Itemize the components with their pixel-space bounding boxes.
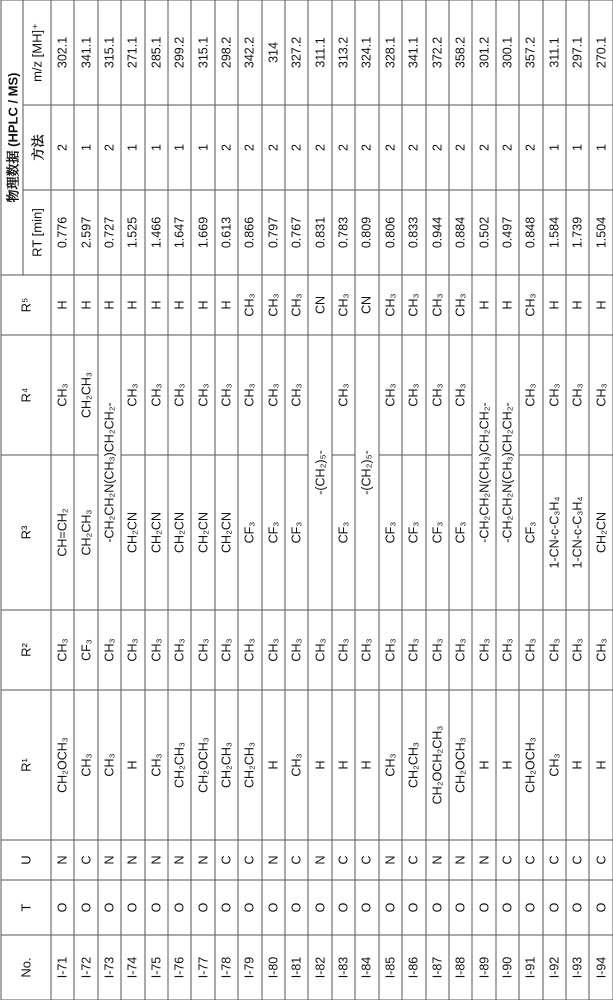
cell-r3: CH₂CN: [214, 455, 237, 610]
cell-method: 1: [74, 105, 97, 190]
cell-r2: CH₃: [144, 610, 167, 690]
cell-mz: 313.2: [331, 0, 354, 105]
cell-mz: 342.2: [238, 0, 261, 105]
cell-r2: CH₃: [425, 610, 448, 690]
cell-r34: -(CH₂)₅-: [355, 335, 378, 610]
cell-no: I-82: [308, 935, 331, 1000]
cell-r5: CH₃: [285, 275, 308, 335]
cell-no: I-73: [97, 935, 120, 1000]
cell-method: 2: [51, 105, 74, 190]
cell-method: 2: [285, 105, 308, 190]
cell-no: I-75: [144, 935, 167, 1000]
cell-t: O: [121, 880, 144, 935]
table-row: [74, 0, 97, 1000]
cell-t: O: [191, 880, 214, 935]
table-row: [191, 0, 214, 1000]
cell-u: N: [168, 840, 191, 880]
cell-r3: CF₃: [519, 455, 542, 610]
cell-u: C: [565, 840, 588, 880]
cell-mz: 357.2: [519, 0, 542, 105]
cell-r2: CH₃: [495, 610, 518, 690]
cell-rt: 0.884: [448, 190, 471, 275]
cell-t: O: [51, 880, 74, 935]
cell-r3: CH=CH₂: [51, 455, 74, 610]
cell-method: 1: [589, 105, 613, 190]
header-r5: R⁵: [1, 275, 51, 335]
cell-r1: CH₂OCH₃: [191, 690, 214, 840]
cell-rt: 0.848: [519, 190, 542, 275]
cell-u: C: [285, 840, 308, 880]
cell-r3: CF₃: [331, 455, 354, 610]
cell-mz: 324.1: [355, 0, 378, 105]
cell-r4: CH₃: [121, 335, 144, 455]
cell-no: I-86: [402, 935, 425, 1000]
cell-r5: H: [542, 275, 565, 335]
cell-r3: CF₃: [425, 455, 448, 610]
table-row: [448, 0, 471, 1000]
cell-r3: 1-CN-c-C₃H₄: [565, 455, 588, 610]
cell-no: I-94: [589, 935, 613, 1000]
header-method: 方法: [23, 105, 51, 190]
cell-r2: CH₃: [331, 610, 354, 690]
cell-t: O: [542, 880, 565, 935]
cell-no: I-77: [191, 935, 214, 1000]
cell-r34: -CH₂CH₂N(CH₃)CH₂CH₂-: [97, 335, 120, 610]
cell-no: I-74: [121, 935, 144, 1000]
cell-t: O: [495, 880, 518, 935]
cell-r3: 1-CN-c-C₃H₄: [542, 455, 565, 610]
cell-method: 1: [121, 105, 144, 190]
cell-r5: H: [589, 275, 613, 335]
cell-r5: CH₃: [331, 275, 354, 335]
cell-t: O: [261, 880, 284, 935]
table-row: [121, 0, 144, 1000]
cell-mz: 271.1: [121, 0, 144, 105]
cell-r5: CH₃: [448, 275, 471, 335]
cell-r1: H: [565, 690, 588, 840]
cell-t: O: [448, 880, 471, 935]
cell-r5: H: [214, 275, 237, 335]
cell-u: N: [261, 840, 284, 880]
cell-t: O: [308, 880, 331, 935]
cell-method: 2: [472, 105, 495, 190]
cell-no: I-89: [472, 935, 495, 1000]
cell-r5: CH₃: [402, 275, 425, 335]
cell-no: I-78: [214, 935, 237, 1000]
cell-method: 2: [448, 105, 471, 190]
cell-r4: CH₃: [402, 335, 425, 455]
cell-method: 2: [355, 105, 378, 190]
table-row: [308, 0, 331, 1000]
cell-r1: CH₃: [144, 690, 167, 840]
cell-u: N: [121, 840, 144, 880]
cell-rt: 0.833: [402, 190, 425, 275]
cell-r5: CH₃: [425, 275, 448, 335]
cell-r5: H: [191, 275, 214, 335]
cell-no: I-71: [51, 935, 74, 1000]
cell-r2: CH₃: [121, 610, 144, 690]
cell-rt: 0.783: [331, 190, 354, 275]
cell-r2: CH₃: [565, 610, 588, 690]
cell-mz: 285.1: [144, 0, 167, 105]
cell-r5: H: [168, 275, 191, 335]
cell-u: N: [97, 840, 120, 880]
cell-r3: CF₃: [378, 455, 401, 610]
cell-r3: CH₂CN: [191, 455, 214, 610]
cell-mz: 270.1: [589, 0, 613, 105]
cell-r2: CH₃: [191, 610, 214, 690]
cell-mz: 302.1: [51, 0, 74, 105]
cell-r1: H: [121, 690, 144, 840]
cell-r2: CH₃: [214, 610, 237, 690]
cell-r34: -CH₂CH₂N(CH₃)CH₂CH₂-: [472, 335, 495, 610]
cell-r4: CH₃: [425, 335, 448, 455]
cell-r4: CH₃: [51, 335, 74, 455]
table-row: [285, 0, 308, 1000]
cell-r2: CH₃: [168, 610, 191, 690]
cell-t: O: [97, 880, 120, 935]
cell-r1: H: [472, 690, 495, 840]
cell-rt: 1.466: [144, 190, 167, 275]
table-row: [565, 0, 588, 1000]
header-r4: R⁴: [1, 335, 51, 455]
cell-r1: CH₃: [97, 690, 120, 840]
header-u: U: [1, 840, 51, 880]
cell-r5: H: [144, 275, 167, 335]
cell-r5: CH₃: [261, 275, 284, 335]
cell-r2: CH₃: [519, 610, 542, 690]
cell-rt: 0.767: [285, 190, 308, 275]
cell-method: 2: [402, 105, 425, 190]
cell-u: N: [425, 840, 448, 880]
cell-u: N: [191, 840, 214, 880]
header-r2: R²: [1, 610, 51, 690]
table-row: [402, 0, 425, 1000]
table-body: [51, 0, 613, 1000]
header-r3: R³: [1, 455, 51, 610]
cell-mz: 311.1: [308, 0, 331, 105]
cell-rt: 0.797: [261, 190, 284, 275]
cell-r2: CH₃: [51, 610, 74, 690]
cell-u: C: [214, 840, 237, 880]
cell-u: C: [495, 840, 518, 880]
cell-r4: CH₃: [448, 335, 471, 455]
cell-r1: CH₂CH₃: [214, 690, 237, 840]
cell-no: I-93: [565, 935, 588, 1000]
cell-mz: 311.1: [542, 0, 565, 105]
cell-no: I-84: [355, 935, 378, 1000]
cell-r4: CH₃: [331, 335, 354, 455]
cell-method: 2: [238, 105, 261, 190]
cell-r1: CH₂OCH₃: [51, 690, 74, 840]
cell-no: I-85: [378, 935, 401, 1000]
cell-r2: CH₃: [97, 610, 120, 690]
cell-r4: CH₂CH₃: [74, 335, 97, 455]
cell-r3: CH₂CH₃: [74, 455, 97, 610]
cell-r4: CH₃: [191, 335, 214, 455]
cell-no: I-83: [331, 935, 354, 1000]
cell-rt: 0.944: [425, 190, 448, 275]
cell-mz: 315.1: [97, 0, 120, 105]
cell-method: 2: [519, 105, 542, 190]
header-t: T: [1, 880, 51, 935]
table-row: [355, 0, 378, 1000]
cell-r5: H: [121, 275, 144, 335]
cell-method: 1: [565, 105, 588, 190]
cell-rt: 0.831: [308, 190, 331, 275]
table-row: [214, 0, 237, 1000]
cell-u: C: [74, 840, 97, 880]
cell-rt: 0.502: [472, 190, 495, 275]
table-row: [495, 0, 518, 1000]
cell-r1: CH₂CH₃: [168, 690, 191, 840]
cell-t: O: [425, 880, 448, 935]
table-row: [144, 0, 167, 1000]
cell-mz: 315.1: [191, 0, 214, 105]
cell-t: O: [144, 880, 167, 935]
cell-r2: CH₃: [542, 610, 565, 690]
table-row: [378, 0, 401, 1000]
cell-r4: CH₃: [565, 335, 588, 455]
cell-method: 2: [331, 105, 354, 190]
cell-r5: H: [74, 275, 97, 335]
cell-no: I-76: [168, 935, 191, 1000]
cell-t: O: [472, 880, 495, 935]
cell-no: I-90: [495, 935, 518, 1000]
cell-t: O: [214, 880, 237, 935]
cell-r1: H: [495, 690, 518, 840]
cell-t: O: [402, 880, 425, 935]
cell-r1: CH₂CH₃: [402, 690, 425, 840]
rotated-table-page: [0, 0, 613, 1000]
cell-t: O: [378, 880, 401, 935]
table-row: [425, 0, 448, 1000]
cell-r3: CF₃: [238, 455, 261, 610]
cell-r2: CH₃: [589, 610, 613, 690]
cell-r3: CF₃: [285, 455, 308, 610]
cell-r5: H: [97, 275, 120, 335]
cell-r34: -(CH₂)₅-: [308, 335, 331, 610]
cell-rt: 0.497: [495, 190, 518, 275]
cell-method: 2: [97, 105, 120, 190]
cell-r1: CH₂OCH₂CH₃: [425, 690, 448, 840]
cell-r3: CF₃: [448, 455, 471, 610]
cell-t: O: [285, 880, 308, 935]
cell-rt: 1.647: [168, 190, 191, 275]
table-row: [589, 0, 613, 1000]
cell-u: N: [308, 840, 331, 880]
cell-rt: 2.597: [74, 190, 97, 275]
cell-r4: CH₃: [542, 335, 565, 455]
cell-r4: CH₃: [214, 335, 237, 455]
cell-r5: CH₃: [238, 275, 261, 335]
cell-no: I-80: [261, 935, 284, 1000]
cell-u: C: [519, 840, 542, 880]
cell-r1: CH₃: [74, 690, 97, 840]
cell-t: O: [74, 880, 97, 935]
cell-u: C: [238, 840, 261, 880]
cell-u: C: [542, 840, 565, 880]
cell-method: 1: [144, 105, 167, 190]
cell-no: I-79: [238, 935, 261, 1000]
cell-no: I-87: [425, 935, 448, 1000]
cell-t: O: [565, 880, 588, 935]
cell-r1: H: [331, 690, 354, 840]
cell-t: O: [519, 880, 542, 935]
cell-r5: CN: [355, 275, 378, 335]
cell-mz: 297.1: [565, 0, 588, 105]
cell-r1: CH₂OCH₃: [519, 690, 542, 840]
cell-u: N: [472, 840, 495, 880]
table-row: [238, 0, 261, 1000]
cell-method: 2: [214, 105, 237, 190]
cell-r4: CH₃: [144, 335, 167, 455]
cell-r4: CH₃: [238, 335, 261, 455]
cell-r3: CH₂CN: [168, 455, 191, 610]
cell-r5: H: [495, 275, 518, 335]
cell-t: O: [168, 880, 191, 935]
table-row: [97, 0, 120, 1000]
cell-mz: 299.2: [168, 0, 191, 105]
cell-method: 2: [495, 105, 518, 190]
cell-no: I-88: [448, 935, 471, 1000]
table-row: [51, 0, 74, 1000]
cell-mz: 301.2: [472, 0, 495, 105]
cell-r2: CH₃: [378, 610, 401, 690]
cell-r3: CH₂CN: [589, 455, 613, 610]
cell-method: 1: [542, 105, 565, 190]
cell-u: N: [144, 840, 167, 880]
cell-u: C: [331, 840, 354, 880]
cell-rt: 0.809: [355, 190, 378, 275]
header-physical-data: 物理数据 (HPLC / MS): [1, 0, 23, 275]
table-row: [261, 0, 284, 1000]
compound-data-table: [0, 0, 613, 1000]
cell-method: 1: [191, 105, 214, 190]
cell-r5: H: [565, 275, 588, 335]
cell-u: N: [378, 840, 401, 880]
cell-mz: 341.1: [74, 0, 97, 105]
cell-r5: CN: [308, 275, 331, 335]
cell-mz: 328.1: [378, 0, 401, 105]
cell-r3: CF₃: [261, 455, 284, 610]
cell-rt: 1.669: [191, 190, 214, 275]
cell-rt: 1.525: [121, 190, 144, 275]
cell-u: C: [589, 840, 613, 880]
cell-r1: CH₃: [285, 690, 308, 840]
cell-mz: 327.2: [285, 0, 308, 105]
table-row: [542, 0, 565, 1000]
cell-u: N: [448, 840, 471, 880]
cell-r5: H: [472, 275, 495, 335]
table-row: [331, 0, 354, 1000]
cell-r2: CH₃: [402, 610, 425, 690]
cell-r2: CH₃: [308, 610, 331, 690]
cell-rt: 1.584: [542, 190, 565, 275]
table-row: [519, 0, 542, 1000]
cell-r1: H: [261, 690, 284, 840]
header-mz: m/z [MH]⁺: [23, 0, 51, 105]
table-row: [472, 0, 495, 1000]
cell-no: I-81: [285, 935, 308, 1000]
cell-r1: CH₃: [378, 690, 401, 840]
cell-r4: CH₃: [285, 335, 308, 455]
cell-r1: CH₂OCH₃: [448, 690, 471, 840]
cell-t: O: [589, 880, 613, 935]
header-no: No.: [1, 935, 51, 1000]
cell-r1: CH₃: [542, 690, 565, 840]
cell-r2: CH₃: [285, 610, 308, 690]
cell-no: I-72: [74, 935, 97, 1000]
cell-method: 2: [261, 105, 284, 190]
header-r1: R¹: [1, 690, 51, 840]
cell-r2: CH₃: [238, 610, 261, 690]
cell-r4: CH₃: [261, 335, 284, 455]
cell-r34: -CH₂CH₂N(CH₃)CH₂CH₂-: [495, 335, 518, 610]
cell-mz: 358.2: [448, 0, 471, 105]
cell-r1: CH₂CH₃: [238, 690, 261, 840]
cell-r2: CF₃: [74, 610, 97, 690]
cell-mz: 298.2: [214, 0, 237, 105]
cell-rt: 0.613: [214, 190, 237, 275]
cell-r5: CH₃: [378, 275, 401, 335]
cell-rt: 0.776: [51, 190, 74, 275]
cell-t: O: [355, 880, 378, 935]
header-rt: RT [min]: [23, 190, 51, 275]
cell-r4: CH₃: [519, 335, 542, 455]
cell-u: C: [402, 840, 425, 880]
cell-mz: 341.1: [402, 0, 425, 105]
cell-r1: H: [589, 690, 613, 840]
cell-r2: CH₃: [448, 610, 471, 690]
cell-method: 1: [168, 105, 191, 190]
cell-r3: CH₂CN: [144, 455, 167, 610]
cell-r1: H: [308, 690, 331, 840]
cell-mz: 372.2: [425, 0, 448, 105]
table-row: [168, 0, 191, 1000]
cell-r1: H: [355, 690, 378, 840]
cell-rt: 1.739: [565, 190, 588, 275]
cell-rt: 0.727: [97, 190, 120, 275]
cell-r4: CH₃: [168, 335, 191, 455]
cell-mz: 314: [261, 0, 284, 105]
cell-r3: CH₂CN: [121, 455, 144, 610]
cell-t: O: [331, 880, 354, 935]
cell-method: 2: [308, 105, 331, 190]
cell-rt: 1.504: [589, 190, 613, 275]
cell-r4: CH₃: [378, 335, 401, 455]
cell-method: 2: [378, 105, 401, 190]
cell-r5: CH₃: [519, 275, 542, 335]
cell-r5: H: [51, 275, 74, 335]
cell-no: I-91: [519, 935, 542, 1000]
cell-method: 2: [425, 105, 448, 190]
cell-t: O: [238, 880, 261, 935]
cell-rt: 0.806: [378, 190, 401, 275]
cell-r3: CF₃: [402, 455, 425, 610]
cell-u: C: [355, 840, 378, 880]
cell-r4: CH₃: [589, 335, 613, 455]
cell-rt: 0.866: [238, 190, 261, 275]
cell-u: N: [51, 840, 74, 880]
cell-r2: CH₃: [261, 610, 284, 690]
cell-no: I-92: [542, 935, 565, 1000]
cell-r2: CH₃: [472, 610, 495, 690]
cell-r2: CH₃: [355, 610, 378, 690]
cell-mz: 300.1: [495, 0, 518, 105]
